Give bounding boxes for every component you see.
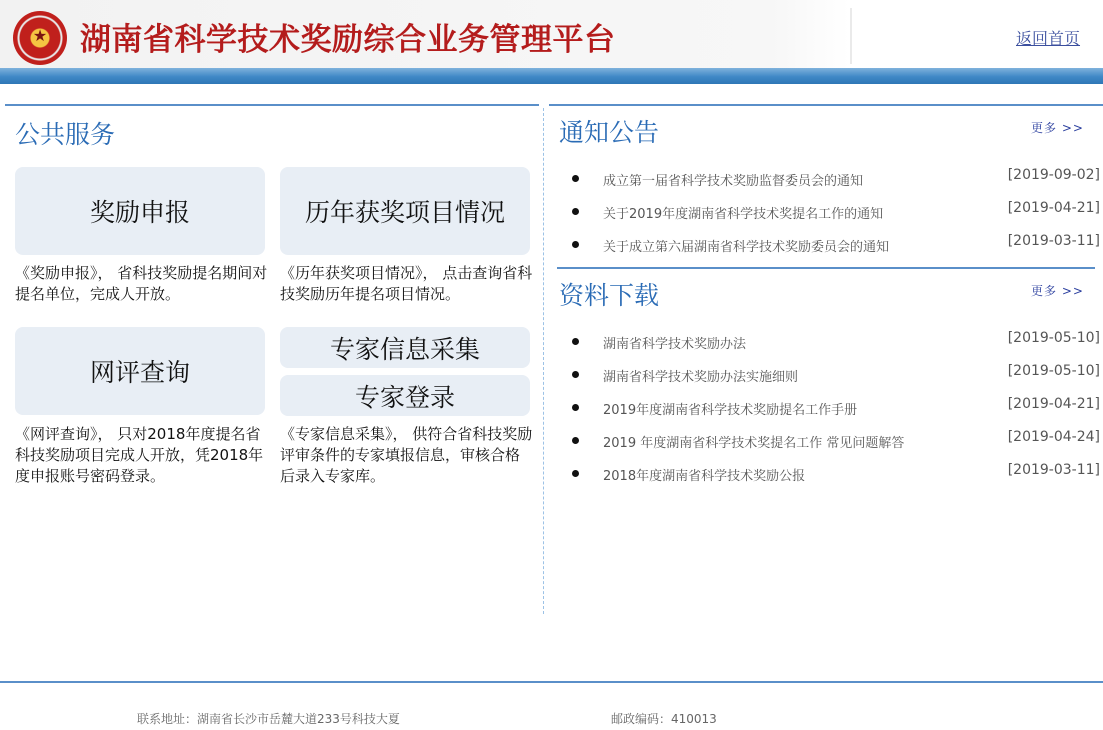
list-item[interactable] (572, 330, 1102, 355)
bullet-icon (572, 437, 579, 444)
footer-rule (0, 681, 1103, 683)
list-item[interactable] (572, 363, 1102, 388)
award-application-button[interactable]: 奖励申报 (15, 167, 265, 255)
section-rule (5, 104, 539, 106)
past-awards-desc: 《历年获奖项目情况》， 点击查询省科技奖励历年提名项目情况。 (280, 264, 533, 303)
expert-info-desc: 《专家信息采集》， 供符合省科技奖励评审条件的专家填报信息，审核合格后录入专家库。 (280, 425, 533, 485)
section-rule (557, 267, 1095, 269)
header-band (0, 68, 1103, 84)
notices-title: 通知公告 (559, 118, 660, 147)
download-date: [2019-05-10] (1007, 330, 1100, 346)
list-item[interactable] (572, 429, 1102, 454)
public-services-title: 公共服务 (15, 120, 116, 149)
download-title[interactable]: 2019年度湖南省科学技术奖励提名工作手册 (603, 403, 858, 418)
list-item[interactable] (572, 233, 1102, 258)
award-emblem-icon: ★ (13, 11, 67, 65)
past-awards-button[interactable]: 历年获奖项目情况 (280, 167, 530, 255)
bullet-icon (572, 208, 579, 215)
notices-more-link[interactable]: 更多 >> (1031, 121, 1084, 135)
list-item[interactable] (572, 200, 1102, 225)
list-item[interactable] (572, 462, 1102, 487)
notice-date: [2019-03-11] (1007, 233, 1100, 249)
bullet-icon (572, 338, 579, 345)
online-review-desc: 《网评查询》， 只对2018年度提名省科技奖励项目完成人开放，凭2018年度申报账号密码登录。 (15, 425, 264, 485)
download-title[interactable]: 2018年度湖南省科学技术奖励公报 (603, 469, 806, 484)
footer-postcode: 邮政编码：410013 (611, 712, 717, 726)
section-rule (549, 104, 1103, 106)
notice-date: [2019-04-21] (1007, 200, 1100, 216)
notice-date: [2019-09-02] (1007, 167, 1100, 183)
bullet-icon (572, 470, 579, 477)
download-date: [2019-04-21] (1007, 396, 1100, 412)
award-application-desc: 《奖励申报》， 省科技奖励提名期间对提名单位，完成人开放。 (15, 264, 268, 303)
notice-title[interactable]: 关于成立第六届湖南省科学技术奖励委员会的通知 (603, 240, 890, 255)
site-title: 湖南省科学技术奖励综合业务管理平台 (80, 22, 616, 58)
footer-address: 联系地址：湖南省长沙市岳麓大道233号科技大夏 (137, 712, 400, 726)
list-item[interactable] (572, 396, 1102, 421)
download-title[interactable]: 湖南省科学技术奖励办法 (603, 337, 747, 352)
notice-title[interactable]: 关于2019年度湖南省科学技术奖提名工作的通知 (603, 207, 884, 222)
notice-title[interactable]: 成立第一届省科学技术奖励监督委员会的通知 (603, 174, 864, 189)
download-title[interactable]: 2019 年度湖南省科学技术奖提名工作 常见问题解答 (603, 436, 905, 451)
download-date: [2019-03-11] (1007, 462, 1100, 478)
header-divider (850, 8, 852, 64)
home-link[interactable]: 返回首页 (1016, 29, 1081, 48)
bullet-icon (572, 404, 579, 411)
online-review-button[interactable]: 网评查询 (15, 327, 265, 415)
download-date: [2019-04-24] (1007, 429, 1100, 445)
expert-login-button[interactable]: 专家登录 (280, 375, 530, 416)
bullet-icon (572, 241, 579, 248)
list-item[interactable] (572, 167, 1102, 192)
bullet-icon (572, 175, 579, 182)
download-title[interactable]: 湖南省科学技术奖励办法实施细则 (603, 370, 799, 385)
expert-info-button[interactable]: 专家信息采集 (280, 327, 530, 368)
downloads-title: 资料下载 (559, 281, 660, 310)
bullet-icon (572, 371, 579, 378)
downloads-more-link[interactable]: 更多 >> (1031, 284, 1084, 298)
column-divider (543, 108, 544, 614)
download-date: [2019-05-10] (1007, 363, 1100, 379)
